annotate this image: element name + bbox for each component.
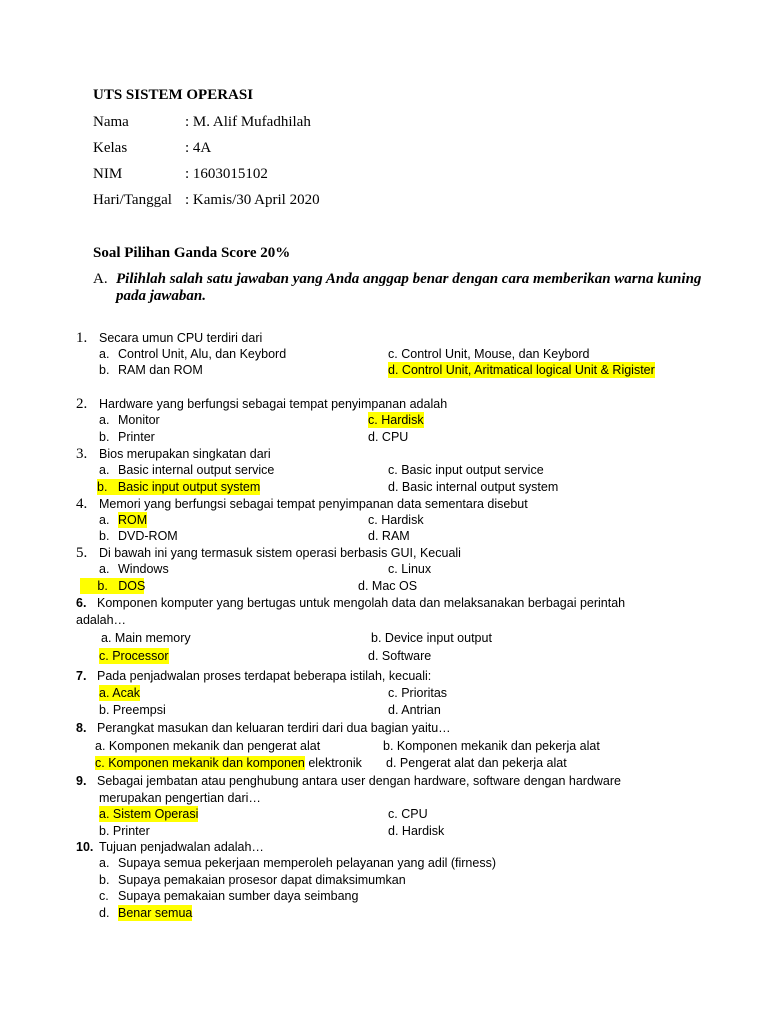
option-text: Control Unit, Alu, dan Keybord: [118, 347, 287, 361]
option-letter: c.: [388, 807, 398, 821]
option-text: Sistem Operasi: [112, 807, 199, 821]
field-value-kelas: : 4A: [185, 140, 212, 156]
option-letter: d.: [99, 906, 110, 920]
option-text: Komponen mekanik dan komponen: [108, 756, 305, 770]
option-letter: c.: [388, 463, 398, 477]
option-letter: a.: [99, 513, 110, 527]
option-text: Control Unit, Mouse, dan Keybord: [401, 347, 590, 361]
option-text: Komponen mekanik dan pekerja alat: [396, 739, 600, 753]
instruction-line-1: Pilihlah salah satu jawaban yang Anda anggap benar dengan cara memberikan warna kuning: [116, 271, 702, 287]
option-text: Device input output: [384, 631, 492, 645]
field-label-kelas: Kelas: [93, 140, 128, 156]
option-text-answer-highlight: Benar semua: [118, 906, 193, 920]
question-text: Secara umun CPU terdiri dari: [99, 331, 263, 345]
instruction-line-2: pada jawaban.: [116, 288, 207, 304]
option-b-answer-highlight: [80, 578, 144, 594]
option-text-tail: elektronik: [304, 756, 362, 770]
option-text: Linux: [401, 562, 432, 576]
option-c: [388, 346, 590, 362]
option-text: Hardisk: [381, 413, 424, 427]
option-text: Supaya pemakaian prosesor dapat dimaksimumkan: [118, 873, 406, 887]
option-text: Basic input output service: [401, 463, 544, 477]
option-text: Supaya semua pekerjaan memperoleh pelayanan yang adil (firness): [118, 856, 496, 870]
question-number: 1.: [76, 330, 88, 346]
option-a-answer-highlight: [99, 806, 198, 822]
option-b: [99, 823, 150, 839]
option-letter: d.: [368, 529, 379, 543]
question-number: 3.: [76, 446, 88, 462]
option-letter: d.: [368, 649, 379, 663]
option-letter: d.: [386, 756, 397, 770]
option-c: [388, 685, 447, 701]
option-letter: d.: [388, 363, 399, 377]
option-letter: c.: [388, 347, 398, 361]
option-d: [388, 479, 558, 495]
option-letter: b.: [99, 873, 110, 887]
option-letter: b.: [383, 739, 394, 753]
option-c: [368, 512, 424, 528]
option-c: [95, 755, 362, 771]
field-label-nim: NIM: [93, 166, 123, 182]
option-letter: a.: [99, 347, 110, 361]
field-value-nama: : M. Alif Mufadhilah: [185, 114, 311, 130]
option-b-answer-highlight: [97, 479, 260, 495]
option-text: Preempsi: [112, 703, 166, 717]
question-text: Sebagai jembatan atau penghubung antara user dengan hardware, software dengan hardware: [97, 774, 621, 788]
option-d-answer-highlight: [388, 362, 655, 378]
option-letter: a.: [99, 807, 110, 821]
option-letter: b.: [97, 579, 108, 593]
option-a-answer-highlight: [99, 685, 140, 701]
option-d: [386, 755, 567, 771]
option-letter: c.: [388, 562, 398, 576]
option-letter: b.: [99, 824, 110, 838]
option-text: Prioritas: [401, 686, 448, 700]
option-text: RAM: [381, 529, 410, 543]
option-text: Software: [381, 649, 432, 663]
question-number: 5.: [76, 545, 88, 561]
option-text: Basic internal output system: [401, 480, 559, 494]
option-letter: b.: [99, 529, 110, 543]
option-letter: c.: [368, 413, 378, 427]
question-text: Hardware yang berfungsi sebagai tempat penyimpanan adalah: [99, 397, 448, 411]
option-letter: a.: [101, 631, 112, 645]
option-letter: a.: [99, 856, 110, 870]
option-letter: b.: [99, 703, 110, 717]
option-text: CPU: [401, 807, 428, 821]
option-text: Control Unit, Aritmatical logical Unit & Rigister: [401, 363, 655, 377]
option-text: Hardisk: [381, 513, 424, 527]
option-a: [101, 630, 191, 646]
doc-title: UTS SISTEM OPERASI: [93, 87, 254, 103]
option-d: [368, 528, 410, 544]
option-d: [358, 578, 417, 594]
option-c: [388, 806, 428, 822]
instruction-marker: A.: [93, 271, 108, 287]
option-letter: d.: [388, 703, 399, 717]
option-letter: a.: [99, 463, 110, 477]
option-d: [388, 823, 444, 839]
option-c-answer-highlight: [368, 412, 424, 428]
question-number: 2.: [76, 396, 88, 412]
field-label-nama: Nama: [93, 114, 129, 130]
option-text: Supaya pemakaian sumber daya seimbang: [118, 889, 359, 903]
option-c-answer-highlight: [99, 648, 169, 664]
question-number: 7.: [76, 669, 87, 683]
question-number: 6.: [76, 596, 87, 610]
option-letter: b.: [371, 631, 382, 645]
question-text: Bios merupakan singkatan dari: [99, 447, 271, 461]
option-d: [368, 429, 408, 445]
option-text: Printer: [118, 430, 155, 444]
question-number: 8.: [76, 721, 87, 735]
option-d: [368, 648, 431, 664]
option-text-answer-highlight: ROM: [118, 513, 148, 527]
option-text: Processor: [112, 649, 169, 663]
option-a: [95, 738, 320, 754]
question-text: Pada penjadwalan proses terdapat beberapa istilah, kecuali:: [97, 669, 432, 683]
option-text: Monitor: [118, 413, 160, 427]
option-b: [99, 702, 166, 718]
option-text: Mac OS: [371, 579, 418, 593]
option-text: DVD-ROM: [118, 529, 178, 543]
option-c: [388, 561, 431, 577]
option-c: [388, 462, 544, 478]
option-letter: d.: [358, 579, 369, 593]
option-letter: c.: [95, 756, 105, 770]
option-letter: b.: [97, 480, 108, 494]
question-text: Komponen komputer yang bertugas untuk mengolah data dan melaksanakan berbagai perintah: [97, 596, 626, 610]
field-value-tanggal: : Kamis/30 April 2020: [185, 192, 320, 208]
option-letter: c.: [99, 649, 109, 663]
option-text: Printer: [112, 824, 150, 838]
option-text: Komponen mekanik dan pengerat alat: [108, 739, 321, 753]
option-text: Acak: [112, 686, 141, 700]
option-letter: a.: [99, 562, 110, 576]
question-text-continued: adalah…: [76, 613, 127, 627]
question-number: 4.: [76, 496, 88, 512]
option-b: [383, 738, 600, 754]
option-b: [371, 630, 492, 646]
option-text: CPU: [381, 430, 409, 444]
question-text: Tujuan penjadwalan adalah…: [99, 840, 264, 854]
option-letter: d.: [388, 480, 399, 494]
section-title: Soal Pilihan Ganda Score 20%: [93, 245, 291, 261]
option-text: Hardisk: [401, 824, 445, 838]
option-letter: d.: [388, 824, 399, 838]
question-number: 10.: [76, 840, 94, 854]
option-text: Basic internal output service: [118, 463, 275, 477]
option-text: Windows: [118, 562, 169, 576]
option-letter: a.: [99, 413, 110, 427]
question-text: Memori yang berfungsi sebagai tempat penyimpanan data sementara disebut: [99, 497, 528, 511]
option-c-answer-highlight: [95, 756, 305, 770]
question-text: Di bawah ini yang termasuk sistem operasi berbasis GUI, Kecuali: [99, 546, 461, 560]
option-letter: b.: [99, 430, 110, 444]
option-letter: d.: [368, 430, 379, 444]
question-text: Perangkat masukan dan keluaran terdiri dari dua bagian yaitu…: [97, 721, 451, 735]
option-d: [388, 702, 441, 718]
option-letter: c.: [388, 686, 398, 700]
question-number: 9.: [76, 774, 87, 788]
option-letter: a.: [95, 739, 106, 753]
option-text: Pengerat alat dan pekerja alat: [399, 756, 567, 770]
option-letter: a.: [99, 686, 110, 700]
option-text: DOS: [118, 579, 146, 593]
option-letter: c.: [368, 513, 378, 527]
option-letter: b.: [99, 363, 110, 377]
option-text: Antrian: [401, 703, 441, 717]
question-text-continued: merupakan pengertian dari…: [99, 791, 261, 805]
field-label-tanggal: Hari/Tanggal: [93, 192, 172, 208]
field-value-nim: : 1603015102: [185, 166, 268, 182]
option-text: Main memory: [114, 631, 191, 645]
option-text: RAM dan ROM: [118, 363, 203, 377]
option-letter: c.: [99, 889, 109, 903]
option-text: Basic input output system: [117, 480, 261, 494]
